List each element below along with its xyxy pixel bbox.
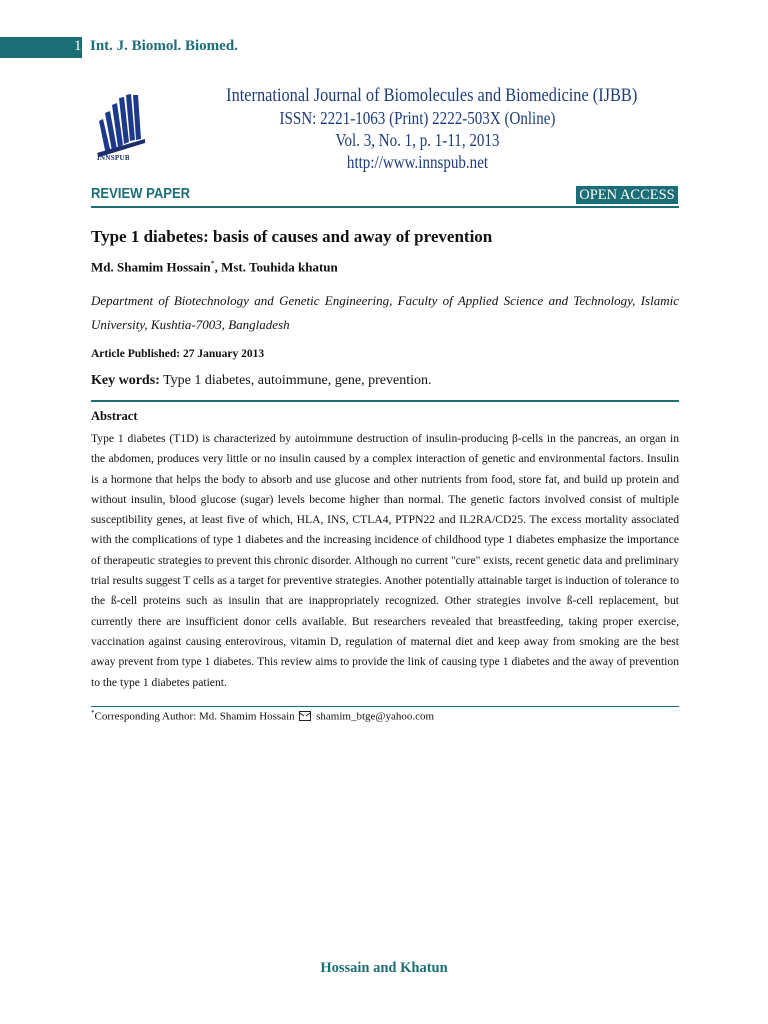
- open-access-badge: OPEN ACCESS: [576, 186, 678, 204]
- abstract-heading: Abstract: [91, 409, 138, 423]
- corresponding-author: [91, 709, 434, 723]
- review-paper-label: REVIEW PAPER: [91, 186, 191, 202]
- author-list: [91, 259, 338, 275]
- page-number: 1: [74, 38, 82, 54]
- abstract-divider: [91, 706, 679, 707]
- keywords-label: Key words:: [91, 373, 160, 388]
- journal-title: International Journal of Biomolecules and Biomedicine (IJBB): [226, 85, 638, 106]
- abstract-text: Type 1 diabetes (T1D) is characterized by autoimmune destruction of insulin-producing β-cells in the pancreas, an organ in the abdomen, produces very little or no insulin caused by a complex interaction of genetic and environmental factors. Insulin is a hormone that helps the body to absorb and use glucose and other nutrients from food, store fat, and build up protein and without insulin, blood glucose (sugar) levels become higher than normal. The genetic factors involved consist of multiple susceptibility genes, at least five of which, HLA, INS, CTLA4, PTPN22 and IL2RA/CD25. The excess mortality associated with the complications of type 1 diabetes and the increasing incidence of childhood type 1 diabetes emphasize the importance of therapeutic strategies to prevent this chronic disorder. Although no current "cure" exists, recent genetic data and preliminary trial results suggest T cells as a target for preventive strategies. Another potentially attainable target is induction of tolerance to the ß-cell proteins such as insulin that are inappropriately recognized. Other strategies involve ß-cell replacement, but currently there are insufficient donor cells available. But researchers revealed that breastfeeding, taking proper exercise, vaccination against causing enterovirous, vitamin D, regulation of maternal diet and keep away from smoking are the best away prevent from type 1 diabetes. This review aims to provide the link of causing type 1 diabetes and the away of prevention to the type 1 diabetes patient.: [91, 432, 679, 689]
- keywords-list: Type 1 diabetes, autoimmune, gene, prevention.: [159, 373, 432, 388]
- publish-date: Article Published: 27 January 2013: [91, 348, 265, 360]
- logo-wordmark: INNSPUB: [97, 154, 130, 162]
- header-divider: [91, 206, 679, 208]
- mail-icon: [299, 711, 311, 721]
- journal-issn: ISSN: 2221-1063 (Print) 2222-503X (Online): [279, 108, 556, 128]
- journal-abbreviation: Int. J. Biomol. Biomed.: [90, 38, 238, 54]
- innspub-logo-icon: [95, 93, 149, 163]
- page-number-bar: [0, 37, 82, 58]
- author-name: , Mst. Touhida khatun: [214, 259, 338, 275]
- keywords: [91, 373, 432, 389]
- corresponding-mark: *: [91, 709, 95, 717]
- affiliation: Department of Biotechnology and Genetic Engineering, Faculty of Applied Science and Technology, Islamic University, Kushtia-7003, Bangladesh: [91, 293, 679, 332]
- journal-url[interactable]: http://www.innspub.net: [346, 152, 489, 172]
- corresponding-email[interactable]: shamim_btge@yahoo.com: [316, 710, 435, 723]
- journal-volume: Vol. 3, No. 1, p. 1-11, 2013: [335, 130, 500, 150]
- corresponding-label: Corresponding Author: Md. Shamim Hossain: [94, 710, 295, 723]
- keywords-divider: [91, 400, 679, 402]
- journal-header: [195, 85, 640, 173]
- article-title: Type 1 diabetes: basis of causes and away of prevention: [91, 227, 493, 246]
- corresponding-mark: *: [210, 259, 215, 268]
- running-footer: Hossain and Khatun: [320, 960, 448, 976]
- author-name: Md. Shamim Hossain: [91, 259, 211, 275]
